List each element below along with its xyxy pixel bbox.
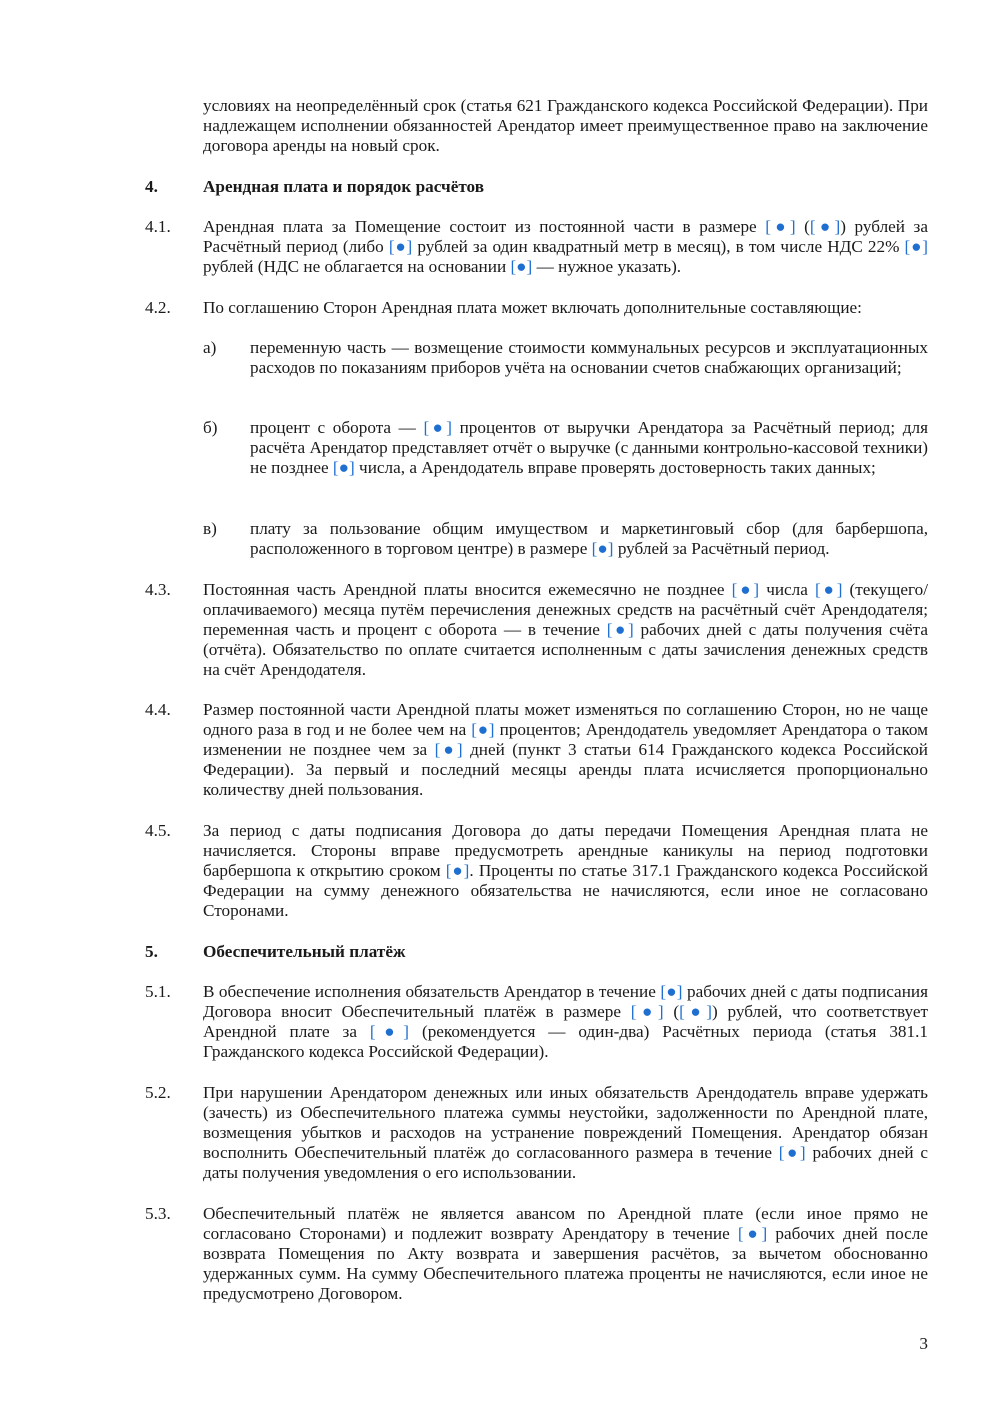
placeholder-marker: [●]: [369, 1022, 410, 1041]
clause-4-2-item-b: б) процент с оборота — [●] процентов от выручки Арендатора за Расчётный период; для расчёта Арендатор представляет отчёт о выручке (с данными контрольно-кассовой техники) не позднее [●] числа, а Арендодатель вправе проверять достоверность таких данных;: [203, 418, 928, 477]
placeholder-marker: [●]: [737, 1224, 768, 1243]
clause-4-1: 4.1. Арендная плата за Помещение состоит из постоянной части в размере [●] ([●]) рублей за Расчётный период (либо [●] рублей за один квадратный метр в месяц), в том числе НДС 22% [●] рублей (НДС не облагается на основании [●] — нужное указать).: [145, 217, 928, 276]
clause-4-3: 4.3. Постоянная часть Арендной платы вносится ежемесячно не позднее [●] числа [●] (текущего/оплачиваемого) месяца путём перечисления денежных средств на расчётный счёт Арендодателя; переменная часть и процент с оборота — в течение [●] рабочих дней с даты получения счёта (отчёта). Обязательство по оплате считается исполненным с даты зачисления денежных средств на счёт Арендодателя.: [145, 580, 928, 679]
placeholder-marker: [●]: [388, 237, 413, 256]
clause-5-2: 5.2. При нарушении Арендатором денежных или иных обязательств Арендодатель вправе удержать (зачесть) из Обеспечительного платежа суммы неустойки, задолженности по Арендной плате, возмещения убытков и расходов на устранение повреждений Помещения. Арендатор обязан восполнить Обеспечительный платёж до согласованного размера в течение [●] рабочих дней с даты получения уведомления о его использовании.: [145, 1083, 928, 1182]
placeholder-marker: [●]: [434, 740, 463, 759]
placeholder-marker: [●]: [679, 1002, 712, 1021]
placeholder-marker: [●]: [904, 237, 928, 256]
clause-4-2: 4.2. По соглашению Сторон Арендная плата может включать дополнительные составляющие:: [145, 298, 862, 317]
section-5-heading: 5. Обеспечительный платёж: [145, 942, 406, 961]
placeholder-marker: [●]: [630, 1002, 664, 1021]
placeholder-marker: [●]: [660, 982, 683, 1001]
placeholder-marker: [●]: [731, 580, 760, 599]
placeholder-marker: [●]: [471, 720, 495, 739]
placeholder-marker: [●]: [423, 418, 452, 437]
placeholder-marker: [●]: [778, 1143, 806, 1162]
section-4-heading: 4. Арендная плата и порядок расчётов: [145, 177, 484, 196]
clause-4-5: 4.5. За период с даты подписания Договора до даты передачи Помещения Арендная плата не начисляется. Стороны вправе предусмотреть арендные каникулы на период подготовки барбершопа к открытию сроком [●]. Проценты по статье 317.1 Гражданского кодекса Российской Федерации на сумму денежного обязательства не начисляются, если иное не согласовано Сторонами.: [145, 821, 928, 920]
placeholder-marker: [●]: [809, 217, 841, 236]
placeholder-marker: [●]: [765, 217, 796, 236]
placeholder-marker: [●]: [510, 257, 533, 276]
clause-4-2-item-c: в) плату за пользование общим имуществом и маркетинговый сбор (для барбершопа, расположенного в торговом центре) в размере [●] рублей за Расчётный период.: [203, 519, 928, 558]
placeholder-marker: [●]: [591, 539, 614, 558]
continuation-paragraph: условиях на неопределённый срок (статья 621 Гражданского кодекса Российской Федерации). При надлежащем исполнении обязанностей Арендатор имеет преимущественное право на заключение договора аренды на новый срок.: [203, 96, 928, 155]
page-number: 3: [919, 1334, 928, 1353]
clause-4-1-text: Арендная плата за Помещение состоит из постоянной части в размере [●] ([●]) рублей за Расчётный период (либо [●] рублей за один квадратный метр в месяц), в том числе НДС 22% [●] рублей (НДС не облагается на основании [●] — нужное указать).: [203, 217, 928, 276]
placeholder-marker: [●]: [606, 620, 634, 639]
placeholder-marker: [●]: [445, 861, 470, 880]
clause-5-3: 5.3. Обеспечительный платёж не является авансом по Арендной плате (если иное прямо не согласовано Сторонами) и подлежит возврату Арендатору в течение [●] рабочих дней после возврата Помещения по Акту возврата и завершения расчётов, за вычетом обоснованно удержанных сумм. На сумму Обеспечительного платежа проценты не начисляются, если иное не предусмотрено Договором.: [145, 1204, 928, 1303]
placeholder-marker: [●]: [332, 458, 355, 477]
clause-5-1: 5.1. В обеспечение исполнения обязательств Арендатор в течение [●] рабочих дней с даты подписания Договора вносит Обеспечительный платёж в размере [●] ([●]) рублей, что соответствует Арендной плате за [●] (рекомендуется — один-два) Расчётных периода (статья 381.1 Гражданского кодекса Российской Федерации).: [145, 982, 928, 1061]
placeholder-marker: [●]: [815, 580, 843, 599]
clause-4-4: 4.4. Размер постоянной части Арендной платы может изменяться по соглашению Сторон, но не чаще одного раза в год и не более чем на [●] процентов; Арендодатель уведомляет Арендатора о таком изменении не позднее чем за [●] дней (пункт 3 статьи 614 Гражданского кодекса Российской Федерации). За первый и последний месяцы аренды плата исчисляется пропорционально количеству дней пользования.: [145, 700, 928, 799]
clause-4-2-item-a: а) переменную часть — возмещение стоимости коммунальных ресурсов и эксплуатационных расходов по показаниям приборов учёта на основании счетов снабжающих организаций;: [203, 338, 928, 377]
